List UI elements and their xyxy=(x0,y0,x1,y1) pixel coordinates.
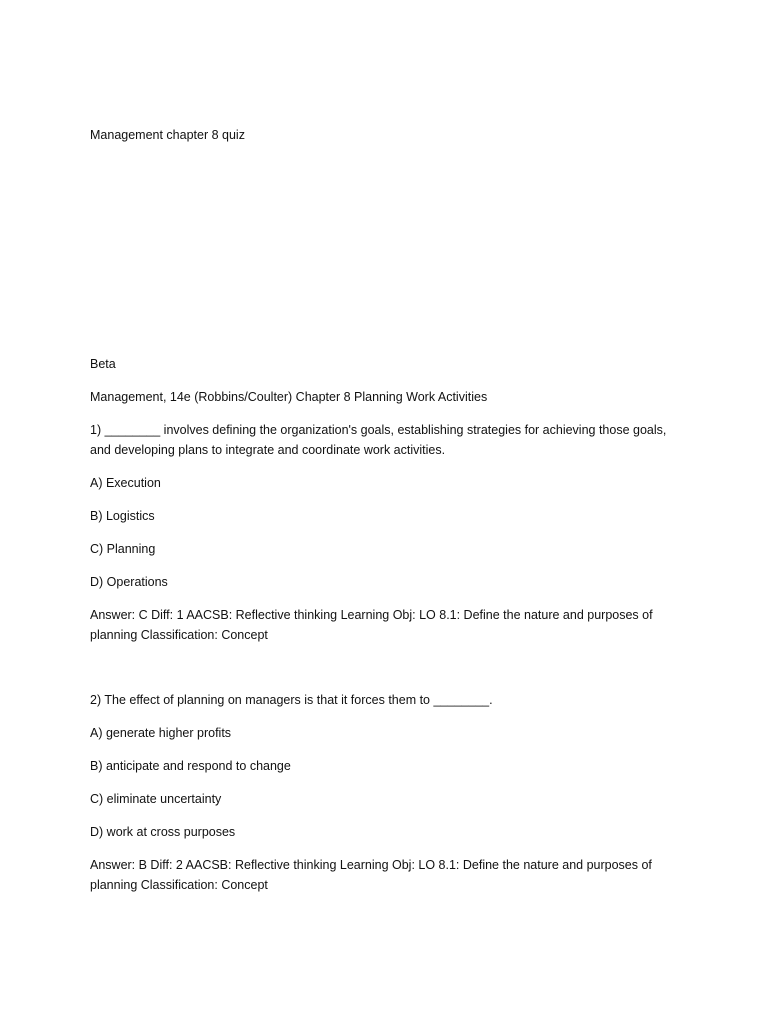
question-2-option-a: A) generate higher profits xyxy=(90,726,232,740)
question-1-option-a: A) Execution xyxy=(90,476,161,490)
question-2-option-c: C) eliminate uncertainty xyxy=(90,792,222,806)
question-2-option-b: B) anticipate and respond to change xyxy=(90,759,291,773)
question-2-prompt: 2) The effect of planning on managers is that it forces them to ________. xyxy=(90,693,493,707)
document-title: Management chapter 8 quiz xyxy=(90,128,245,142)
beta-label: Beta xyxy=(90,357,116,371)
question-1-answer: Answer: C Diff: 1 AACSB: Reflective thinking Learning Obj: LO 8.1: Define the nature and purposes of planning Classification: Concept xyxy=(90,608,653,642)
question-1-option-c: C) Planning xyxy=(90,542,156,556)
question-2-option-d: D) work at cross purposes xyxy=(90,825,236,839)
question-1-prompt: 1) ________ involves defining the organization's goals, establishing strategies for achieving those goals, and developing plans to integrate and coordinate work activities. xyxy=(90,423,667,457)
question-2-answer: Answer: B Diff: 2 AACSB: Reflective thinking Learning Obj: LO 8.1: Define the nature and purposes of planning Classification: Concept xyxy=(90,858,652,892)
question-1-option-b: B) Logistics xyxy=(90,509,155,523)
source-heading: Management, 14e (Robbins/Coulter) Chapter 8 Planning Work Activities xyxy=(90,390,488,404)
question-1-option-d: D) Operations xyxy=(90,575,168,589)
